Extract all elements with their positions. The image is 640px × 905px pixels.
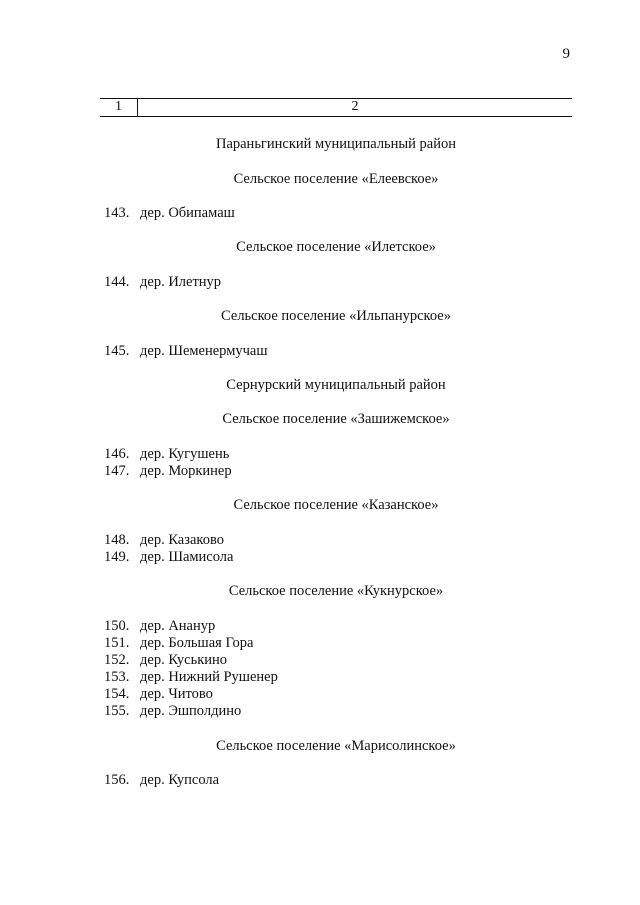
list-item [104, 205, 235, 222]
settlement-heading: Сельское поселение «Марисолинское» [216, 738, 456, 754]
list-item [104, 652, 227, 669]
item-name: дер. Илетнур [140, 274, 222, 290]
item-name: дер. Кугушень [140, 446, 230, 462]
item-number: 155. [104, 703, 130, 719]
list-item [104, 669, 278, 686]
list-item [104, 532, 224, 549]
item-name: дер. Моркинер [140, 463, 232, 479]
item-number: 143. [104, 205, 130, 221]
table-bottom-rule [100, 116, 572, 117]
list-item [104, 686, 213, 703]
settlement-heading: Сельское поселение «Кукнурское» [228, 583, 444, 599]
item-name: дер. Эшполдино [140, 703, 242, 719]
list-item [104, 618, 215, 635]
item-name: дер. Шеменермучаш [140, 343, 268, 359]
item-number: 148. [104, 532, 130, 548]
item-name: дер. Шамисола [140, 549, 234, 565]
list-item [104, 274, 221, 291]
column-2-header: 2 [351, 99, 359, 114]
item-name: дер. Обипамаш [140, 205, 235, 221]
item-number: 154. [104, 686, 130, 702]
item-number: 150. [104, 618, 130, 634]
settlement-heading: Сельское поселение «Зашижемское» [222, 411, 450, 427]
item-name: дер. Большая Гора [140, 635, 254, 651]
settlement-heading: Сельское поселение «Казанское» [233, 497, 439, 513]
item-name: дер. Казаково [140, 532, 224, 548]
column-1-header: 1 [115, 99, 122, 114]
item-number: 146. [104, 446, 130, 462]
item-number: 152. [104, 652, 130, 668]
settlement-heading: Сельское поселение «Елеевское» [233, 171, 439, 187]
page-number: 9 [562, 46, 570, 62]
item-number: 153. [104, 669, 130, 685]
item-number: 147. [104, 463, 130, 479]
district-heading: Параньгинский муниципальный район [215, 136, 457, 152]
item-name: дер. Ананур [140, 618, 216, 634]
item-number: 145. [104, 343, 130, 359]
list-item [104, 343, 268, 360]
list-item [104, 772, 219, 789]
settlement-heading: Сельское поселение «Илетское» [236, 239, 436, 255]
item-name: дер. Читово [140, 686, 213, 702]
list-item [104, 703, 241, 720]
list-item [104, 463, 232, 480]
list-item [104, 446, 229, 463]
settlement-heading: Сельское поселение «Ильпанурское» [221, 308, 451, 324]
item-name: дер. Купсола [140, 772, 220, 788]
list-item [104, 635, 254, 652]
list-item [104, 549, 233, 566]
item-name: дер. Нижний Рушенер [140, 669, 278, 685]
item-number: 144. [104, 274, 130, 290]
item-number: 156. [104, 772, 130, 788]
table-header [100, 98, 572, 116]
item-name: дер. Куськино [140, 652, 228, 668]
item-number: 149. [104, 549, 130, 565]
item-number: 151. [104, 635, 130, 651]
district-heading: Сернурский муниципальный район [226, 377, 446, 393]
